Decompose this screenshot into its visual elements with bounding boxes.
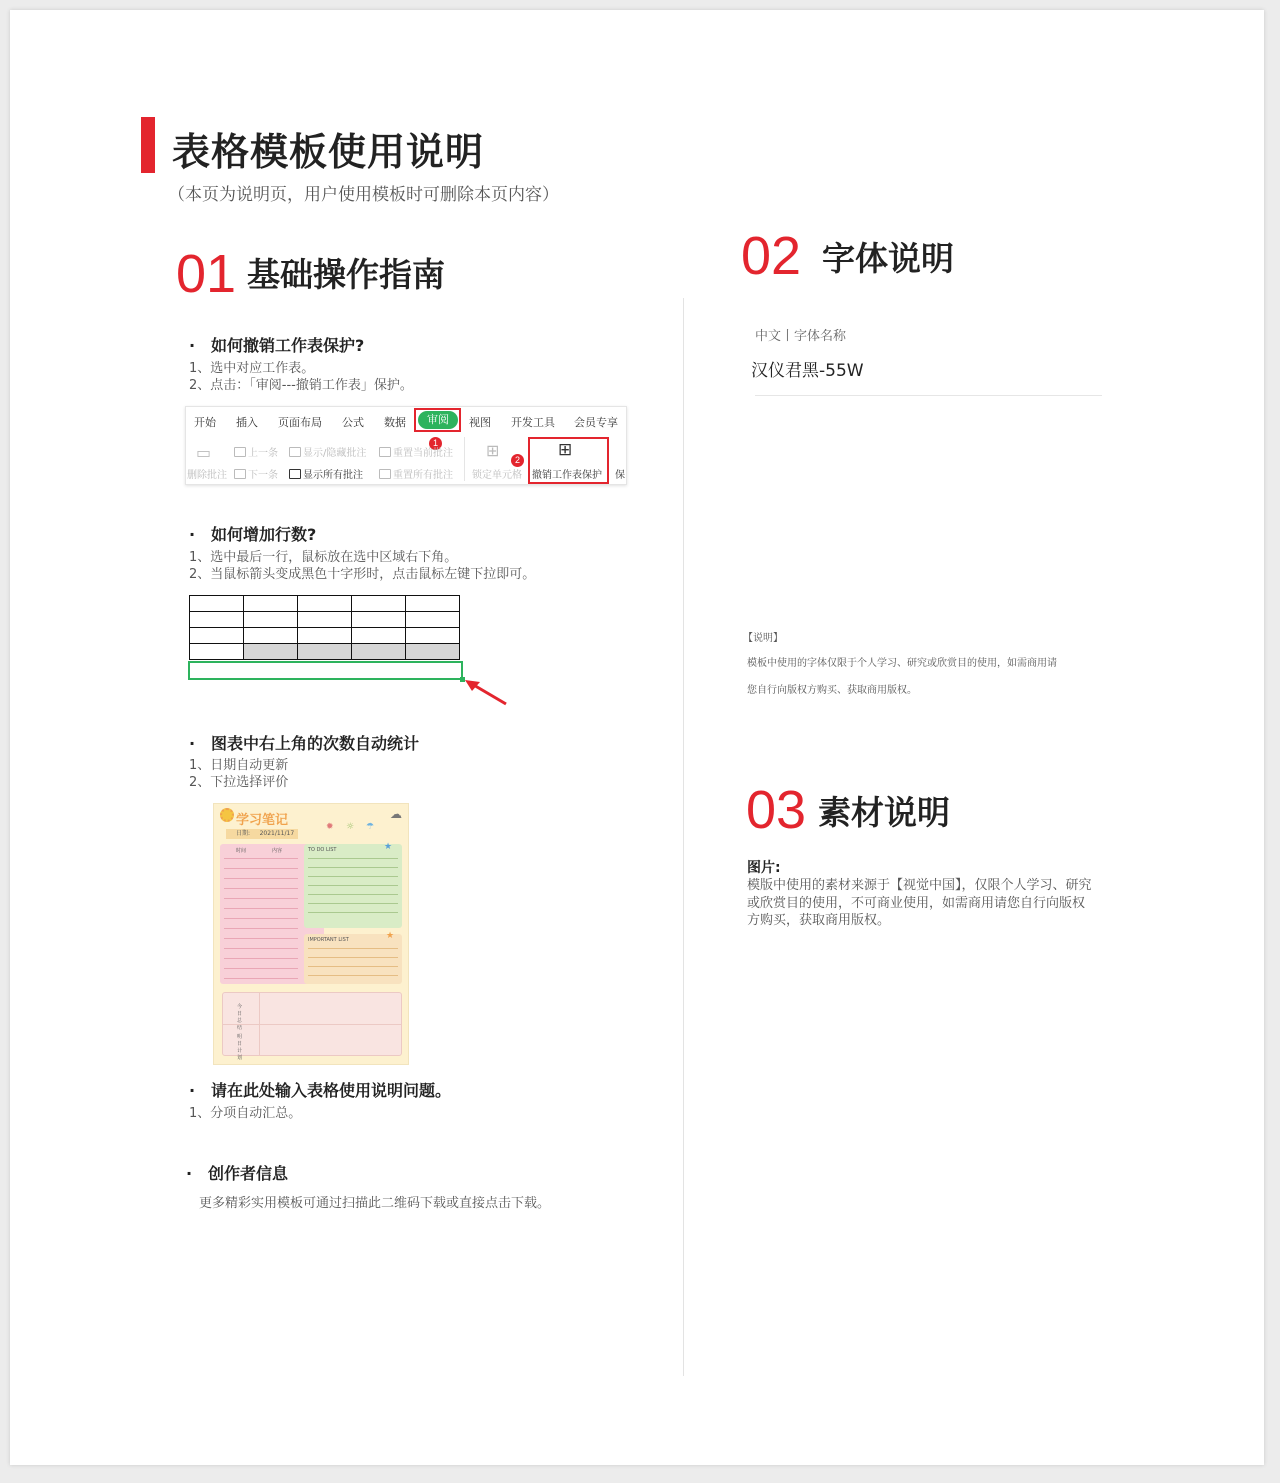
example-grid <box>189 595 460 660</box>
reset-all-icon <box>379 469 391 479</box>
delete-comment-button[interactable]: 删除批注 <box>187 470 227 481</box>
next-comment-button[interactable]: 下一条 <box>234 466 278 481</box>
study-notes-date: 日期: 2021/11/17 <box>226 829 298 839</box>
q3-line2: 2、下拉选择评价 <box>189 775 289 790</box>
column-divider <box>683 298 684 1376</box>
step-badge-1: 1 <box>429 437 442 450</box>
lock-cell-button[interactable]: 锁定单元格 <box>472 470 522 481</box>
creator-heading: · 创作者信息 <box>186 1164 289 1183</box>
star-icon-2: ★ <box>386 931 395 941</box>
page-subtitle: （本页为说明页，用户使用模板时可删除本页内容） <box>168 185 559 205</box>
q1-line2: 2、点击：「审阅---撤销工作表」保护。 <box>189 378 413 393</box>
star-icon: ★ <box>384 842 393 852</box>
weather-rain-icon: ☂ <box>366 822 375 832</box>
q3-line1: 1、日期自动更新 <box>189 758 289 773</box>
prev-comment-button[interactable]: 上一条 <box>234 444 278 459</box>
reset-icon <box>379 447 391 457</box>
study-notes-title: 学习笔记 <box>236 813 289 828</box>
comments-icon <box>289 469 301 479</box>
tab-data[interactable]: 数据 <box>384 416 406 429</box>
font-name: 汉仪君黑-55W <box>751 361 864 381</box>
schedule-col-content: 内容 <box>272 848 283 854</box>
tab-member[interactable]: 会员专享 <box>574 416 618 429</box>
q4-line1: 1、分项自动汇总。 <box>189 1106 302 1121</box>
weather-sun-icon: ✹ <box>326 822 334 832</box>
show-hide-comment-button[interactable]: 显示/隐藏批注 <box>289 444 366 459</box>
next-icon <box>234 469 246 479</box>
font-note-line1: 模板中使用的字体仅限于个人学习、研究或欣赏目的使用，如需商用请 <box>747 658 1057 669</box>
reset-current-comment-button[interactable]: 重置当前批注 <box>379 444 453 459</box>
q2-line2: 2、当鼠标箭头变成黑色十字形时，点击鼠标左键下拉即可。 <box>189 567 536 582</box>
title-accent-bar <box>141 117 155 173</box>
font-label: 中文丨字体名称 <box>755 329 847 344</box>
important-label: IMPORTANT LIST <box>308 937 349 943</box>
important-panel <box>304 931 402 984</box>
comment-icon <box>289 447 301 457</box>
todo-label: TO DO LIST <box>308 847 337 853</box>
tomorrow-plan-label: 明日计划 <box>237 1034 243 1061</box>
tab-formula[interactable]: 公式 <box>342 416 364 429</box>
unprotect-sheet-button[interactable]: 撤销工作表保护 <box>532 470 602 481</box>
image-heading: 图片: <box>747 860 781 876</box>
page-title: 表格模板使用说明 <box>172 130 485 174</box>
section2-number: 02 <box>741 226 802 286</box>
q2-line1: 1、选中最后一行，鼠标放在选中区域右下角。 <box>189 550 458 565</box>
font-divider <box>755 395 1102 396</box>
step-badge-2: 2 <box>511 454 524 467</box>
document-page <box>10 10 1264 1465</box>
section2-title: 字体说明 <box>822 239 954 278</box>
tab-review[interactable]: 审阅 <box>418 411 458 429</box>
q3-heading: · 图表中右上角的次数自动统计 <box>189 734 420 753</box>
ribbon-tabs <box>186 407 626 433</box>
sun-icon <box>220 808 234 822</box>
tab-insert[interactable]: 插入 <box>236 416 258 429</box>
q4-heading: · 请在此处输入表格使用说明问题。 <box>189 1081 452 1100</box>
todo-panel <box>304 844 402 928</box>
tab-dev-tools[interactable]: 开发工具 <box>511 416 555 429</box>
font-note-heading: 【说明】 <box>743 633 783 644</box>
reset-all-comments-button[interactable]: 重置所有批注 <box>379 466 453 481</box>
prev-icon <box>234 447 246 457</box>
q1-heading: · 如何撤销工作表保护? <box>189 336 365 355</box>
review-tab-highlight <box>414 408 461 432</box>
creator-text: 更多精彩实用模板可通过扫描此二维码下载或直接点击下载。 <box>199 1196 551 1211</box>
drag-arrow-icon <box>462 678 510 708</box>
font-note-line2: 您自行向版权方购买、获取商用版权。 <box>747 685 917 696</box>
protect-button-partial[interactable]: 保 <box>615 470 625 481</box>
selected-row-highlight <box>188 661 463 680</box>
tab-home[interactable]: 开始 <box>194 416 216 429</box>
unprotect-sheet-icon: ⊞ <box>558 440 573 460</box>
schedule-col-time: 时间 <box>236 848 247 854</box>
today-summary-label: 今日总结 <box>237 1004 243 1031</box>
section3-number: 03 <box>746 780 807 840</box>
ribbon-screenshot <box>185 406 627 485</box>
show-all-comments-button[interactable]: 显示所有批注 <box>289 466 363 481</box>
summary-panel <box>222 992 402 1061</box>
ribbon-divider <box>464 437 465 481</box>
section1-number: 01 <box>176 244 237 304</box>
image-text: 模版中使用的素材来源于【视觉中国】，仅限个人学习、研究或欣赏目的使用，不可商业使用，如需商用请您自行向版权方购买，获取商用版权。 <box>747 878 1092 928</box>
cloud-icon: ☁ <box>390 807 402 821</box>
q2-heading: · 如何增加行数? <box>189 525 317 544</box>
lock-cell-icon: ⊞ <box>486 441 500 460</box>
delete-comment-icon: ▭ <box>196 443 212 462</box>
weather-cloudy-icon: ☼ <box>346 822 355 832</box>
tab-view[interactable]: 视图 <box>469 416 491 429</box>
q1-line1: 1、选中对应工作表。 <box>189 361 315 376</box>
section3-title: 素材说明 <box>818 793 950 832</box>
section1-title: 基础操作指南 <box>247 255 445 294</box>
tab-page-layout[interactable]: 页面布局 <box>278 416 322 429</box>
study-notes-thumbnail <box>213 803 409 1065</box>
